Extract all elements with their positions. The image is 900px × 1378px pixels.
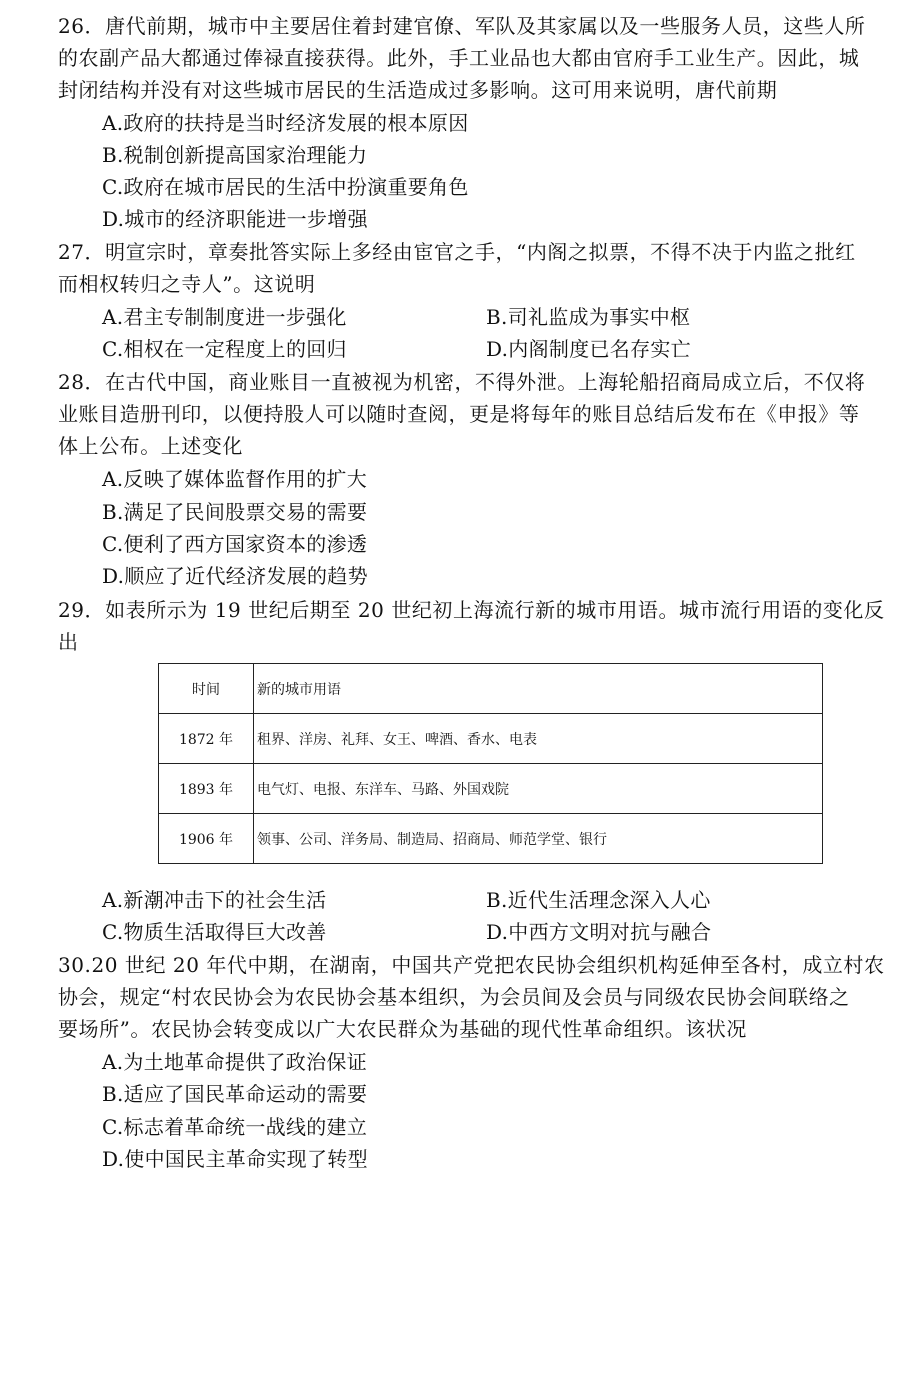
table-row bbox=[159, 764, 823, 814]
q28-stem-line-2: 业账目造册刊印，以便持股人可以随时查阅，更是将每年的账目总结后发布在《申报》等 bbox=[58, 402, 860, 426]
q27-stem-line-2: 而相权转归之寺人”。这说明 bbox=[58, 272, 316, 296]
q26-stem-line-1: 26．唐代前期，城市中主要居住着封建官僚、军队及其家属以及一些服务人员，这些人所 bbox=[58, 14, 866, 38]
q28-stem-line-1: 28．在古代中国，商业账目一直被视为机密，不得外泄。上海轮船招商局成立后，不仅将 bbox=[58, 370, 866, 394]
table-cell-terms: 领事、公司、洋务局、制造局、招商局、师范学堂、银行 bbox=[254, 814, 823, 864]
q26-option-d: D.城市的经济职能进一步增强 bbox=[102, 207, 368, 231]
q29-option-c: C.物质生活取得巨大改善 bbox=[102, 920, 327, 944]
q26-stem-line-2: 的农副产品大都通过俸禄直接获得。此外，手工业品也大都由官府手工业生产。因此，城 bbox=[58, 46, 860, 70]
q30-option-b: B.适应了国民革命运动的需要 bbox=[102, 1082, 368, 1106]
table-cell-year: 1893 年 bbox=[159, 764, 254, 814]
q27-option-d: D.内阁制度已名存实亡 bbox=[486, 337, 691, 361]
table-header-row bbox=[159, 664, 823, 714]
q28-option-c: C.便利了西方国家资本的渗透 bbox=[102, 532, 368, 556]
q30-option-d: D.使中国民主革命实现了转型 bbox=[102, 1147, 368, 1171]
table-cell-year: 1906 年 bbox=[159, 814, 254, 864]
q29-stem-line-1: 29．如表所示为 19 世纪后期至 20 世纪初上海流行新的城市用语。城市流行用语的变化反 bbox=[58, 598, 885, 622]
table-cell-year: 1872 年 bbox=[159, 714, 254, 764]
table-cell-terms: 电气灯、电报、东洋车、马路、外国戏院 bbox=[254, 764, 823, 814]
q26-option-a: A.政府的扶持是当时经济发展的根本原因 bbox=[102, 111, 469, 135]
q27-option-a: A.君主专制制度进一步强化 bbox=[102, 305, 347, 329]
q29-option-d: D.中西方文明对抗与融合 bbox=[486, 920, 712, 944]
q28-option-d: D.顺应了近代经济发展的趋势 bbox=[102, 564, 368, 588]
q29-stem-line-2: 出 bbox=[58, 630, 79, 654]
q27-stem-line-1: 27．明宣宗时，章奏批答实际上多经由宦官之手，“内阁之拟票，不得不决于内监之批红 bbox=[58, 240, 856, 264]
table-header-time: 时间 bbox=[159, 664, 254, 714]
table-header-terms: 新的城市用语 bbox=[254, 664, 823, 714]
q30-stem-line-3: 要场所”。农民协会转变成以广大农民群众为基础的现代性革命组织。该状况 bbox=[58, 1017, 747, 1041]
q26-stem-line-3: 封闭结构并没有对这些城市居民的生活造成过多影响。这可用来说明，唐代前期 bbox=[58, 78, 778, 102]
q26-option-c: C.政府在城市居民的生活中扮演重要角色 bbox=[102, 175, 469, 199]
q26-option-b: B.税制创新提高国家治理能力 bbox=[102, 143, 368, 167]
q29-option-b: B.近代生活理念深入人心 bbox=[486, 888, 711, 912]
q29-terms-table bbox=[158, 663, 823, 864]
table-row bbox=[159, 814, 823, 864]
q28-stem-line-3: 体上公布。上述变化 bbox=[58, 434, 243, 458]
q28-option-a: A.反映了媒体监督作用的扩大 bbox=[102, 467, 368, 491]
q28-option-b: B.满足了民间股票交易的需要 bbox=[102, 500, 368, 524]
table-cell-terms: 租界、洋房、礼拜、女王、啤酒、香水、电表 bbox=[254, 714, 823, 764]
table-row bbox=[159, 714, 823, 764]
q29-option-a: A.新潮冲击下的社会生活 bbox=[102, 888, 327, 912]
q30-stem-line-1: 30.20 世纪 20 年代中期，在湖南，中国共产党把农民协会组织机构延伸至各村，成立村农 bbox=[58, 953, 885, 977]
q30-option-c: C.标志着革命统一战线的建立 bbox=[102, 1115, 368, 1139]
q30-stem-line-2: 协会，规定“村农民协会为农民协会基本组织，为会员间及会员与同级农民协会间联络之 bbox=[58, 985, 850, 1009]
q30-option-a: A.为土地革命提供了政治保证 bbox=[102, 1050, 368, 1074]
q27-option-b: B.司礼监成为事实中枢 bbox=[486, 305, 691, 329]
q27-option-c: C.相权在一定程度上的回归 bbox=[102, 337, 347, 361]
